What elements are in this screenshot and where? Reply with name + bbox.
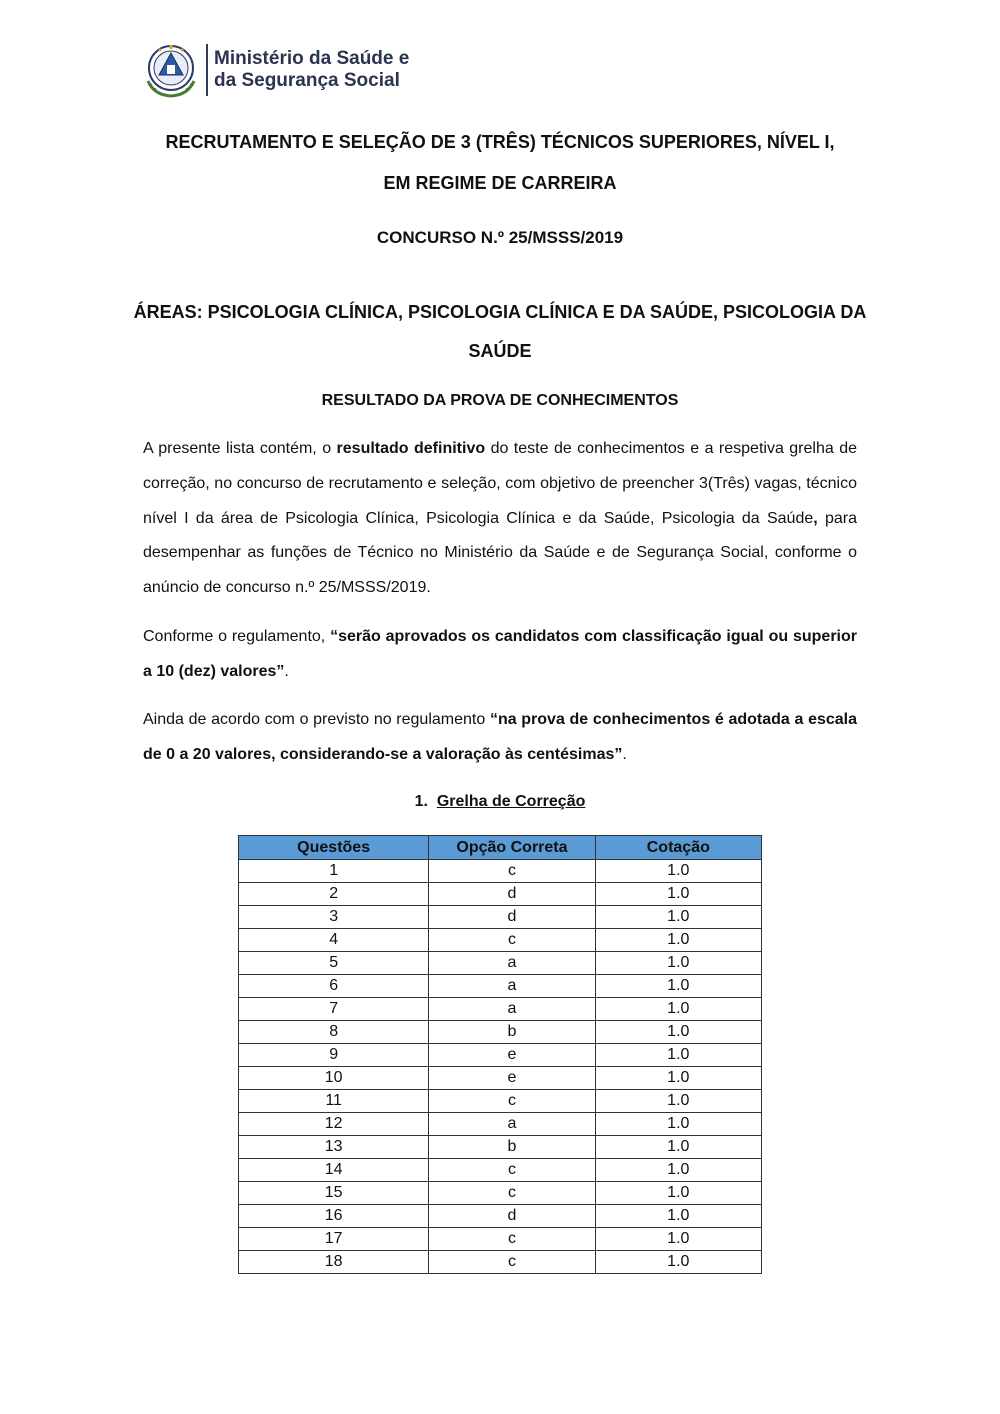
ministry-name-line2: da Segurança Social bbox=[214, 70, 400, 91]
ministry-name bbox=[214, 48, 409, 92]
document-title-line2: EM REGIME DE CARREIRA bbox=[383, 173, 617, 193]
cell-score: 1.0 bbox=[595, 906, 761, 929]
regulation-quote: “serão aprovados os candidatos com classificação igual ou superior a 10 (dez) valores” bbox=[143, 628, 857, 680]
table-row bbox=[239, 1136, 762, 1159]
intro-text-a: A presente lista contém, o bbox=[143, 440, 337, 457]
scale-quote: “na prova de conhecimentos é adotada a escala de 0 a 20 valores, considerando-se a valoração às centésimas” bbox=[143, 711, 858, 763]
cell-correct-option: a bbox=[429, 998, 595, 1021]
cell-correct-option: c bbox=[429, 1182, 595, 1205]
regulation-text-c: . bbox=[284, 662, 289, 680]
table-row bbox=[239, 1113, 762, 1136]
cell-correct-option: a bbox=[429, 975, 595, 998]
cell-score: 1.0 bbox=[595, 1021, 761, 1044]
document-title-line1: RECRUTAMENTO E SELEÇÃO DE 3 (TRÊS) TÉCNICOS SUPERIORES, NÍVEL I, bbox=[165, 132, 835, 152]
cell-correct-option: d bbox=[429, 883, 595, 906]
table-row bbox=[239, 1090, 762, 1113]
scale-paragraph bbox=[143, 703, 857, 773]
cell-question: 1 bbox=[239, 860, 429, 883]
cell-correct-option: a bbox=[429, 1113, 595, 1136]
cell-correct-option: b bbox=[429, 1136, 595, 1159]
correction-table bbox=[238, 835, 762, 1274]
cell-question: 13 bbox=[239, 1136, 429, 1159]
cell-score: 1.0 bbox=[595, 1159, 761, 1182]
cell-score: 1.0 bbox=[595, 1067, 761, 1090]
cell-score: 1.0 bbox=[595, 975, 761, 998]
intro-paragraph bbox=[143, 432, 857, 606]
cell-score: 1.0 bbox=[595, 1044, 761, 1067]
table-row bbox=[239, 906, 762, 929]
ministry-logo bbox=[140, 40, 440, 100]
cell-correct-option: e bbox=[429, 1044, 595, 1067]
cell-correct-option: c bbox=[429, 1228, 595, 1251]
cell-question: 11 bbox=[239, 1090, 429, 1113]
table-row bbox=[239, 998, 762, 1021]
cell-score: 1.0 bbox=[595, 1228, 761, 1251]
cell-correct-option: c bbox=[429, 1159, 595, 1182]
cell-correct-option: c bbox=[429, 1090, 595, 1113]
cell-question: 17 bbox=[239, 1228, 429, 1251]
section-title: Grelha de Correção bbox=[436, 793, 586, 810]
result-heading: RESULTADO DA PROVA DE CONHECIMENTOS bbox=[321, 392, 679, 409]
intro-bold-comma: , bbox=[813, 509, 818, 527]
cell-correct-option: e bbox=[429, 1067, 595, 1090]
cell-correct-option: c bbox=[429, 1251, 595, 1274]
areas-line1: ÁREAS: PSICOLOGIA CLÍNICA, PSICOLOGIA CLÍNICA E DA SAÚDE, PSICOLOGIA DA bbox=[133, 302, 867, 322]
table-row bbox=[239, 1205, 762, 1228]
cell-score: 1.0 bbox=[595, 860, 761, 883]
cell-score: 1.0 bbox=[595, 883, 761, 906]
cell-question: 10 bbox=[239, 1067, 429, 1090]
table-row bbox=[239, 1044, 762, 1067]
table-header-row bbox=[239, 836, 762, 860]
intro-bold: resultado definitivo bbox=[336, 440, 486, 457]
areas-line2: SAÚDE bbox=[468, 341, 532, 361]
logo-divider bbox=[206, 44, 208, 96]
table-row bbox=[239, 929, 762, 952]
cell-correct-option: d bbox=[429, 1205, 595, 1228]
header-questoes: Questões bbox=[239, 836, 429, 860]
section-number: 1. bbox=[414, 793, 428, 810]
regulation-text-a: Conforme o regulamento, bbox=[143, 628, 331, 645]
table-row bbox=[239, 1159, 762, 1182]
cell-correct-option: a bbox=[429, 952, 595, 975]
table-row bbox=[239, 1182, 762, 1205]
table-row bbox=[239, 975, 762, 998]
cell-question: 4 bbox=[239, 929, 429, 952]
cell-question: 5 bbox=[239, 952, 429, 975]
cell-question: 12 bbox=[239, 1113, 429, 1136]
table-row bbox=[239, 1067, 762, 1090]
cell-question: 2 bbox=[239, 883, 429, 906]
table-row bbox=[239, 883, 762, 906]
cell-correct-option: b bbox=[429, 1021, 595, 1044]
ministry-name-line1: Ministério da Saúde e bbox=[214, 48, 410, 69]
table-body bbox=[239, 860, 762, 1274]
cell-score: 1.0 bbox=[595, 952, 761, 975]
cell-question: 14 bbox=[239, 1159, 429, 1182]
cell-question: 8 bbox=[239, 1021, 429, 1044]
cell-score: 1.0 bbox=[595, 1182, 761, 1205]
cabo-verde-coat-of-arms-icon bbox=[140, 41, 202, 99]
table-row bbox=[239, 860, 762, 883]
cell-score: 1.0 bbox=[595, 1113, 761, 1136]
cell-score: 1.0 bbox=[595, 929, 761, 952]
cell-score: 1.0 bbox=[595, 1090, 761, 1113]
cell-question: 15 bbox=[239, 1182, 429, 1205]
cell-score: 1.0 bbox=[595, 1251, 761, 1274]
header-cotacao: Cotação bbox=[595, 836, 761, 860]
cell-question: 9 bbox=[239, 1044, 429, 1067]
table-row bbox=[239, 1228, 762, 1251]
cell-correct-option: d bbox=[429, 906, 595, 929]
table-row bbox=[239, 952, 762, 975]
regulation-paragraph bbox=[143, 620, 857, 690]
table-row bbox=[239, 1251, 762, 1274]
cell-correct-option: c bbox=[429, 929, 595, 952]
cell-score: 1.0 bbox=[595, 1205, 761, 1228]
cell-question: 3 bbox=[239, 906, 429, 929]
cell-score: 1.0 bbox=[595, 998, 761, 1021]
scale-text-a: Ainda de acordo com o previsto no regulamento bbox=[143, 711, 490, 728]
cell-question: 16 bbox=[239, 1205, 429, 1228]
cell-score: 1.0 bbox=[595, 1136, 761, 1159]
intro-text-c: do teste de conhecimentos e a respetiva grelha de correção, no concurso de recrutamento e seleção, com objetivo de preencher 3(Três) vagas, técnico nível I da área de Psicologia Clínica, Psicologia Clínica e da Saúde, Psicologia da Saúde bbox=[143, 440, 858, 527]
cell-question: 7 bbox=[239, 998, 429, 1021]
header-opcao-correta: Opção Correta bbox=[429, 836, 595, 860]
concurso-number: CONCURSO N.º 25/MSSS/2019 bbox=[376, 228, 624, 247]
scale-text-c: . bbox=[622, 745, 627, 763]
section-heading bbox=[0, 793, 1000, 811]
cell-question: 6 bbox=[239, 975, 429, 998]
table-row bbox=[239, 1021, 762, 1044]
cell-question: 18 bbox=[239, 1251, 429, 1274]
cell-correct-option: c bbox=[429, 860, 595, 883]
intro-text-e: para desempenhar as funções de Técnico no Ministério da Saúde e de Segurança Social, conforme o anúncio de concurso n.º 25/MSSS/2019. bbox=[143, 509, 858, 597]
